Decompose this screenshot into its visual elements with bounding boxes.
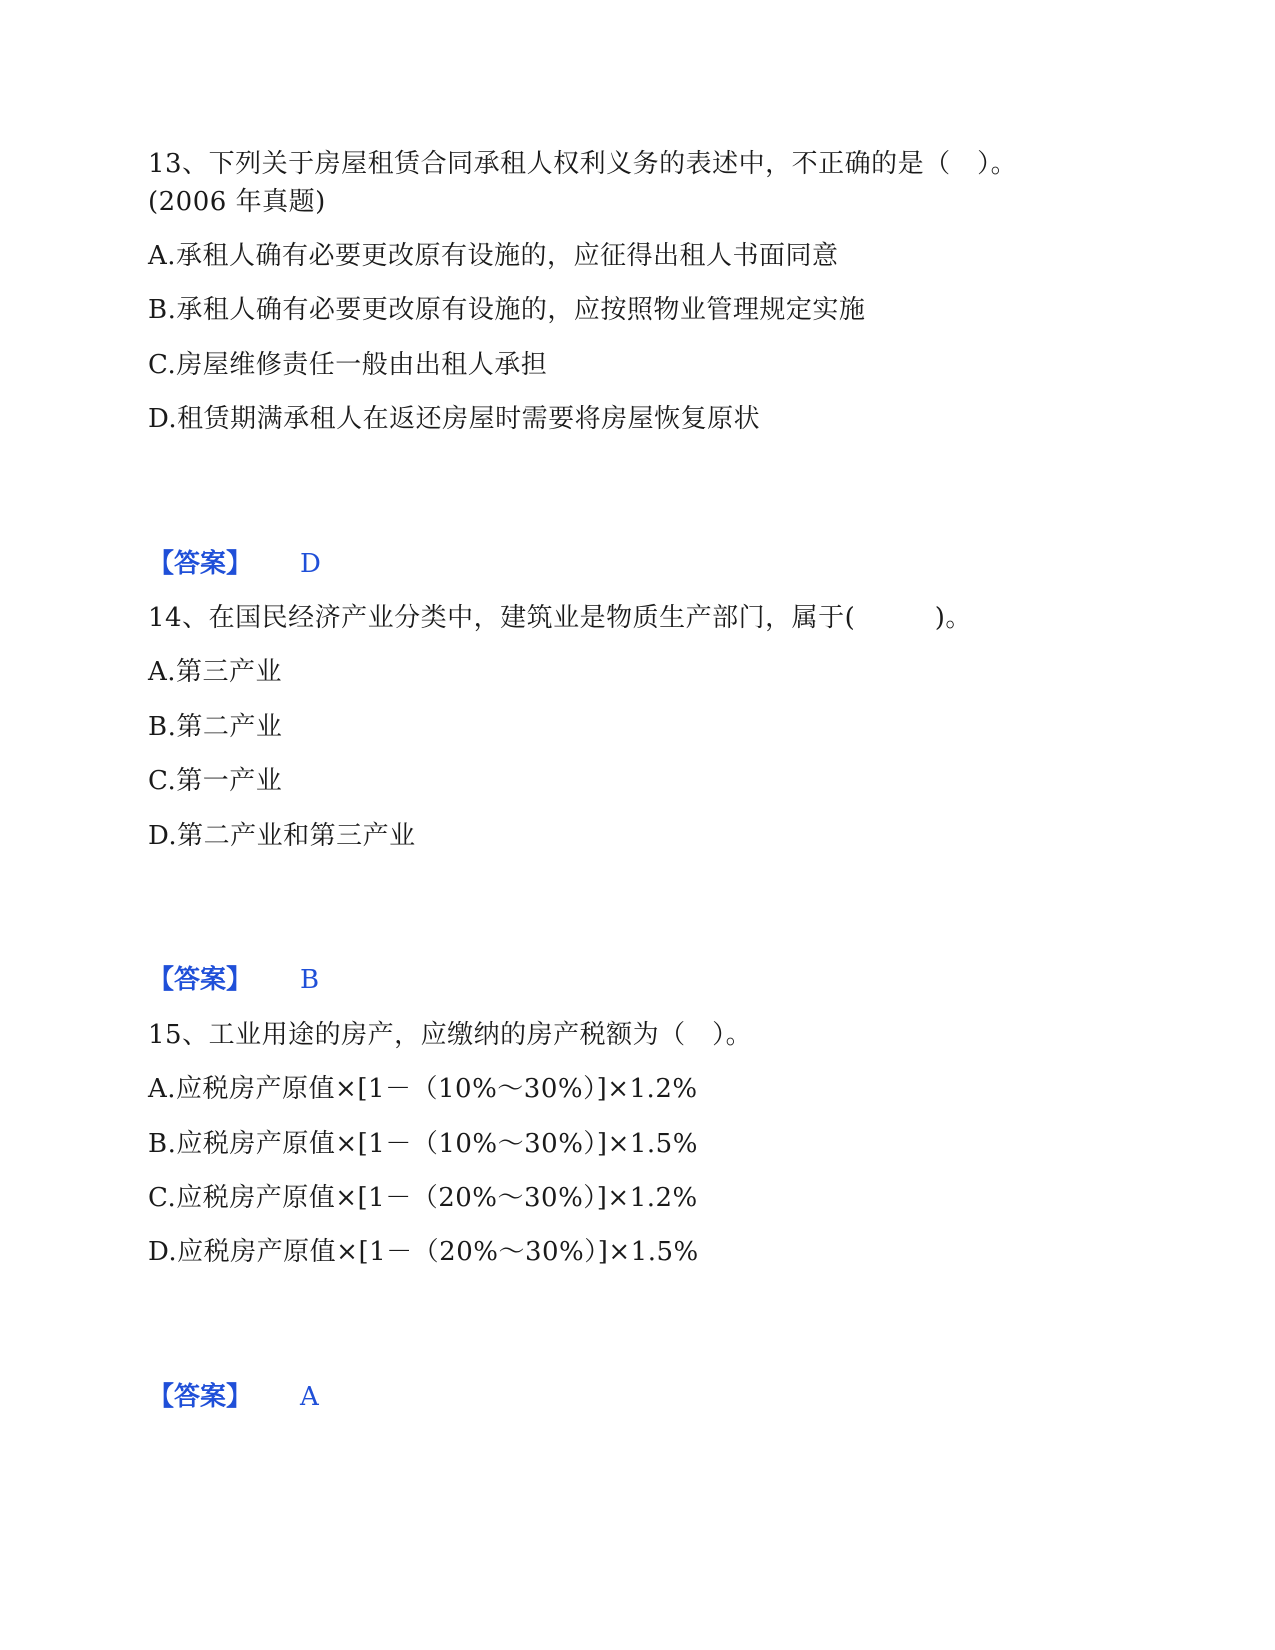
question-15-stem: 15、工业用途的房产，应缴纳的房产税额为（ ）。 [148,1020,753,1050]
question-14-answer [148,962,319,998]
question-14-stem: 14、在国民经济产业分类中，建筑业是物质生产部门，属于( )。 [148,603,972,633]
question-13-answer [148,546,321,582]
question-14-option-a: A.第三产业 [148,657,283,687]
question-15-option-d: D.应税房产原值×[1－（20%～30%）]×1.5% [148,1237,699,1267]
question-13-stem: 13、下列关于房屋租赁合同承租人权利义务的表述中，不正确的是（ ）。 [148,149,1018,179]
question-13-option-b: B.承租人确有必要更改原有设施的，应按照物业管理规定实施 [148,295,866,325]
answer-value: A [300,1382,319,1412]
question-14-option-d: D.第二产业和第三产业 [148,821,416,851]
answer-label: 【答案】 [148,965,253,995]
question-13-option-a: A.承租人确有必要更改原有设施的，应征得出租人书面同意 [148,241,839,271]
answer-value: B [300,965,320,995]
question-15-option-c: C.应税房产原值×[1－（20%～30%）]×1.2% [148,1183,698,1213]
question-14-option-c: C.第一产业 [148,766,283,796]
question-15-option-b: B.应税房产原值×[1－（10%～30%）]×1.5% [148,1129,698,1159]
answer-label: 【答案】 [148,1382,253,1412]
question-13-option-c: C.房屋维修责任一般由出租人承担 [148,350,548,380]
answer-value: D [300,549,321,579]
question-13-option-d: D.租赁期满承租人在返还房屋时需要将房屋恢复原状 [148,404,761,434]
answer-label: 【答案】 [148,549,253,579]
question-15-option-a: A.应税房产原值×[1－（10%～30%）]×1.2% [148,1074,698,1104]
question-15-answer [148,1379,319,1415]
question-14-option-b: B.第二产业 [148,712,283,742]
question-13-source: (2006 年真题) [148,187,326,217]
